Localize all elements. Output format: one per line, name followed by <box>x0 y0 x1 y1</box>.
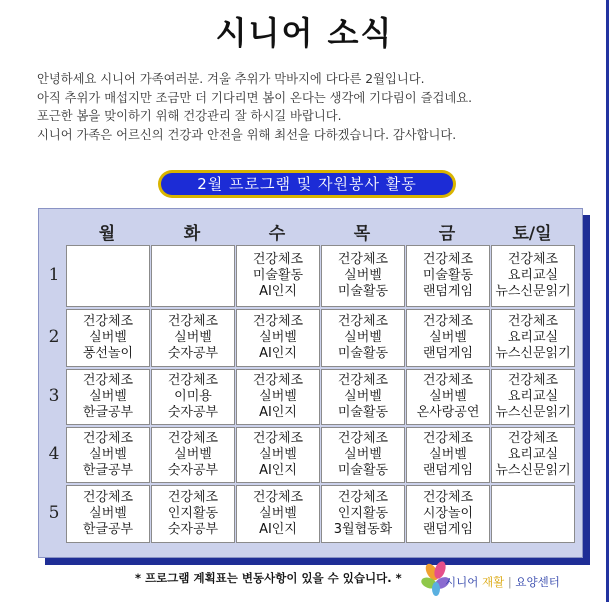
schedule-cell <box>321 427 405 483</box>
schedule-cell <box>151 369 235 425</box>
schedule-cell <box>236 245 320 307</box>
week-label: 2 <box>48 327 60 347</box>
schedule-cell <box>491 369 575 425</box>
logo-part-1: 시니어 <box>445 575 479 589</box>
activity-text: 숫자공부 <box>167 522 219 537</box>
activity-text: 실버벨 <box>344 330 382 345</box>
activity-text: 건강체조 <box>167 373 219 388</box>
logo-part-3: 요양센터 <box>515 575 560 589</box>
activity-text: 뉴스신문읽기 <box>495 405 571 420</box>
activity-text: 실버벨 <box>174 330 212 345</box>
activity-text: 숫자공부 <box>167 346 219 361</box>
activity-text: 숫자공부 <box>167 463 219 478</box>
activity-text: 미술활동 <box>337 463 389 478</box>
activity-text: 실버벨 <box>344 389 382 404</box>
activity-text: 건강체조 <box>252 490 304 505</box>
center-logo-text <box>445 574 560 590</box>
schedule-cell <box>321 369 405 425</box>
activity-text: 건강체조 <box>82 431 134 446</box>
intro-text <box>37 70 597 144</box>
activity-text: 인지활동 <box>337 506 389 521</box>
schedule-cell <box>66 369 150 425</box>
activity-text: 건강체조 <box>507 314 559 329</box>
activity-text: 건강체조 <box>167 431 219 446</box>
activity-text: 건강체조 <box>337 431 389 446</box>
page-title: 시니어 소식 <box>215 14 394 52</box>
activity-text: 숫자공부 <box>167 405 219 420</box>
schedule-cell <box>151 245 235 307</box>
activity-text: AI인지 <box>259 284 297 299</box>
activity-text: 미술활동 <box>337 284 389 299</box>
activity-text: 건강체조 <box>422 373 474 388</box>
activity-text: 건강체조 <box>422 431 474 446</box>
schedule-cell <box>321 309 405 367</box>
activity-text: 건강체조 <box>422 314 474 329</box>
schedule-cell <box>151 309 235 367</box>
activity-text: 한글공부 <box>82 463 134 478</box>
logo-separator: | <box>507 575 512 589</box>
activity-text: 풍선놀이 <box>82 346 134 361</box>
activity-text: 실버벨 <box>259 389 297 404</box>
activity-text: 요리교실 <box>507 447 559 462</box>
activity-text: 요리교실 <box>507 389 559 404</box>
activity-text: 실버벨 <box>429 330 467 345</box>
schedule-cell <box>491 245 575 307</box>
day-header: 화 <box>183 224 201 244</box>
activity-text: 이미용 <box>174 389 212 404</box>
week-label: 1 <box>48 265 60 285</box>
activity-text: 건강체조 <box>507 252 559 267</box>
week-label: 3 <box>48 386 60 406</box>
schedule-cell <box>491 427 575 483</box>
schedule-cell <box>406 485 490 543</box>
activity-text: 건강체조 <box>507 431 559 446</box>
activity-text: AI인지 <box>259 405 297 420</box>
schedule-cell <box>406 309 490 367</box>
activity-text: 건강체조 <box>337 252 389 267</box>
activity-text: 실버벨 <box>429 389 467 404</box>
activity-text: 실버벨 <box>89 389 127 404</box>
day-header: 토/일 <box>512 224 552 244</box>
activity-text: AI인지 <box>259 346 297 361</box>
activity-text: 건강체조 <box>507 373 559 388</box>
activity-text: 건강체조 <box>252 314 304 329</box>
week-label: 5 <box>48 503 60 523</box>
day-header: 월 <box>98 224 116 244</box>
activity-text: 시장놀이 <box>422 506 474 521</box>
activity-text: 실버벨 <box>344 268 382 283</box>
schedule-cell <box>151 427 235 483</box>
activity-text: 실버벨 <box>344 447 382 462</box>
activity-text: 실버벨 <box>89 447 127 462</box>
schedule-cell <box>66 309 150 367</box>
activity-text: 미술활동 <box>337 346 389 361</box>
activity-text: 요리교실 <box>507 268 559 283</box>
schedule-cell <box>406 369 490 425</box>
activity-text: 뉴스신문읽기 <box>495 346 571 361</box>
activity-text: 실버벨 <box>429 447 467 462</box>
schedule-cell <box>321 245 405 307</box>
day-header: 수 <box>268 224 286 244</box>
activity-text: 미술활동 <box>422 268 474 283</box>
schedule-cell <box>321 485 405 543</box>
activity-text: 실버벨 <box>259 447 297 462</box>
intro-line: 안녕하세요 시니어 가족여러분. 겨울 추위가 막바지에 다다른 2월입니다. <box>37 72 425 86</box>
activity-text: 미술활동 <box>252 268 304 283</box>
activity-text: 랜덤게임 <box>422 463 474 478</box>
activity-text: 건강체조 <box>252 431 304 446</box>
activity-text: 건강체조 <box>167 314 219 329</box>
schedule-cell <box>491 485 575 543</box>
schedule-cell <box>406 427 490 483</box>
schedule-cell <box>236 309 320 367</box>
activity-text: 요리교실 <box>507 330 559 345</box>
program-banner <box>158 170 456 198</box>
activity-text: 한글공부 <box>82 522 134 537</box>
schedule-cell <box>236 485 320 543</box>
intro-line: 포근한 봄을 맞이하기 위해 건강관리 잘 하시길 바랍니다. <box>37 109 342 123</box>
activity-text: 실버벨 <box>174 447 212 462</box>
activity-text: 랜덤게임 <box>422 346 474 361</box>
activity-text: 건강체조 <box>82 490 134 505</box>
activity-text: 랜덤게임 <box>422 522 474 537</box>
intro-line: 아직 추위가 매섭지만 조금만 더 기다리면 봄이 온다는 생각에 기다림이 즐겁네요. <box>37 90 472 105</box>
activity-text: 건강체조 <box>337 490 389 505</box>
activity-text: 건강체조 <box>337 314 389 329</box>
activity-text: 한글공부 <box>82 405 134 420</box>
activity-text: 건강체조 <box>252 252 304 267</box>
activity-text: 건강체조 <box>82 314 134 329</box>
activity-text: 실버벨 <box>89 506 127 521</box>
week-label: 4 <box>48 444 60 464</box>
activity-text: 랜덤게임 <box>422 284 474 299</box>
activity-text: 미술활동 <box>337 405 389 420</box>
logo-part-2: 재활 <box>481 575 505 589</box>
schedule-cell <box>236 427 320 483</box>
day-header: 금 <box>438 224 456 244</box>
footer-note: * 프로그램 계획표는 변동사항이 있을 수 있습니다. * <box>135 571 402 585</box>
schedule-cell <box>491 309 575 367</box>
activity-text: 인지활동 <box>167 506 219 521</box>
activity-text: AI인지 <box>259 522 297 537</box>
activity-text: 뉴스신문읽기 <box>495 463 571 478</box>
day-header: 목 <box>353 224 371 244</box>
activity-text: 건강체조 <box>82 373 134 388</box>
activity-text: 3월협동화 <box>333 522 393 537</box>
activity-text: 건강체조 <box>422 252 474 267</box>
activity-text: 건강체조 <box>252 373 304 388</box>
schedule-cell <box>406 245 490 307</box>
activity-text: 실버벨 <box>259 506 297 521</box>
schedule-cell <box>236 369 320 425</box>
activity-text: 건강체조 <box>422 490 474 505</box>
schedule-cell <box>66 485 150 543</box>
activity-text: 뉴스신문읽기 <box>495 284 571 299</box>
schedule-cell <box>151 485 235 543</box>
schedule-cell <box>66 245 150 307</box>
activity-text: 건강체조 <box>337 373 389 388</box>
activity-text: 건강체조 <box>167 490 219 505</box>
activity-text: 온사랑공연 <box>416 405 480 420</box>
activity-text: AI인지 <box>259 463 297 478</box>
program-banner-label: 2월 프로그램 및 자원봉사 활동 <box>161 173 453 195</box>
schedule-cell <box>66 427 150 483</box>
activity-text: 실버벨 <box>89 330 127 345</box>
intro-line: 시니어 가족은 어르신의 건강과 안전을 위해 최선을 다하겠습니다. 감사합니다. <box>37 127 457 142</box>
activity-text: 실버벨 <box>259 330 297 345</box>
